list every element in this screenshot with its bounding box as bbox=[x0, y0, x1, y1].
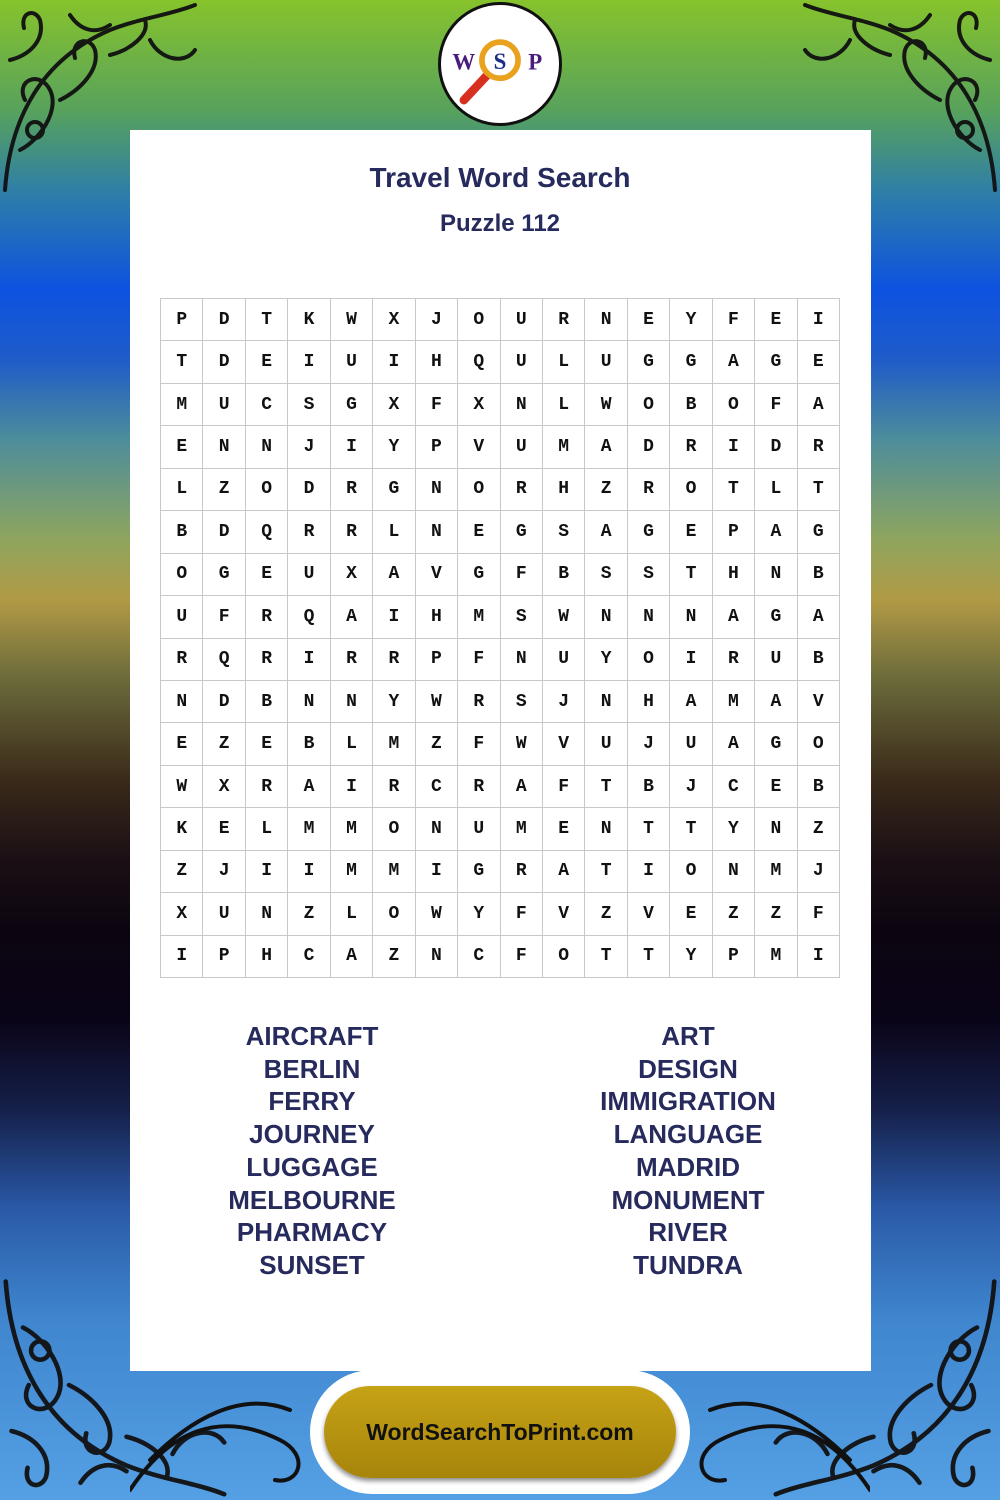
grid-cell[interactable]: N bbox=[203, 426, 245, 468]
grid-cell[interactable]: U bbox=[203, 893, 245, 935]
grid-cell[interactable]: J bbox=[288, 426, 330, 468]
grid-cell[interactable]: I bbox=[628, 851, 670, 893]
grid-cell[interactable]: N bbox=[628, 596, 670, 638]
grid-cell[interactable]: W bbox=[416, 681, 458, 723]
grid-cell[interactable]: N bbox=[161, 681, 203, 723]
grid-cell[interactable]: N bbox=[246, 893, 288, 935]
grid-cell[interactable]: R bbox=[288, 511, 330, 553]
grid-cell[interactable]: I bbox=[161, 936, 203, 978]
grid-cell[interactable]: O bbox=[373, 893, 415, 935]
grid-cell[interactable]: Y bbox=[373, 426, 415, 468]
grid-cell[interactable]: M bbox=[331, 851, 373, 893]
grid-cell[interactable]: U bbox=[501, 341, 543, 383]
grid-cell[interactable]: P bbox=[161, 299, 203, 341]
grid-cell[interactable]: N bbox=[755, 808, 797, 850]
grid-cell[interactable]: T bbox=[798, 469, 840, 511]
grid-cell[interactable]: T bbox=[246, 299, 288, 341]
grid-cell[interactable]: Z bbox=[713, 893, 755, 935]
grid-cell[interactable]: Y bbox=[670, 299, 712, 341]
grid-cell[interactable]: X bbox=[161, 893, 203, 935]
grid-cell[interactable]: G bbox=[458, 554, 500, 596]
grid-cell[interactable]: M bbox=[331, 808, 373, 850]
grid-cell[interactable]: R bbox=[331, 469, 373, 511]
grid-cell[interactable]: R bbox=[373, 639, 415, 681]
grid-cell[interactable]: D bbox=[203, 511, 245, 553]
grid-cell[interactable]: C bbox=[246, 384, 288, 426]
grid-cell[interactable]: D bbox=[755, 426, 797, 468]
grid-cell[interactable]: I bbox=[246, 851, 288, 893]
grid-cell[interactable]: L bbox=[246, 808, 288, 850]
grid-cell[interactable]: C bbox=[458, 936, 500, 978]
grid-cell[interactable]: M bbox=[373, 851, 415, 893]
grid-cell[interactable]: A bbox=[331, 596, 373, 638]
grid-cell[interactable]: X bbox=[373, 384, 415, 426]
grid-cell[interactable]: B bbox=[670, 384, 712, 426]
grid-cell[interactable]: M bbox=[501, 808, 543, 850]
word-item: MADRID bbox=[636, 1151, 740, 1182]
grid-cell[interactable]: J bbox=[670, 766, 712, 808]
grid-cell[interactable]: M bbox=[713, 681, 755, 723]
grid-cell[interactable]: U bbox=[203, 384, 245, 426]
grid-cell[interactable]: E bbox=[246, 723, 288, 765]
grid-cell[interactable]: E bbox=[246, 554, 288, 596]
grid-cell[interactable]: F bbox=[501, 936, 543, 978]
grid-cell[interactable]: U bbox=[755, 639, 797, 681]
grid-cell[interactable]: J bbox=[628, 723, 670, 765]
grid-cell[interactable]: A bbox=[713, 341, 755, 383]
grid-cell[interactable]: Z bbox=[203, 723, 245, 765]
grid-cell[interactable]: U bbox=[585, 723, 627, 765]
grid-cell[interactable]: F bbox=[501, 893, 543, 935]
grid-cell[interactable]: R bbox=[246, 639, 288, 681]
grid-cell[interactable]: V bbox=[798, 681, 840, 723]
word-item: FERRY bbox=[268, 1086, 356, 1117]
grid-cell[interactable]: I bbox=[373, 596, 415, 638]
grid-cell[interactable]: R bbox=[373, 766, 415, 808]
grid-cell[interactable]: F bbox=[203, 596, 245, 638]
grid-cell[interactable]: A bbox=[755, 681, 797, 723]
grid-cell[interactable]: Z bbox=[755, 893, 797, 935]
grid-cell[interactable]: R bbox=[501, 469, 543, 511]
grid-cell[interactable]: U bbox=[288, 554, 330, 596]
grid-cell[interactable]: W bbox=[416, 893, 458, 935]
grid-cell[interactable]: R bbox=[670, 426, 712, 468]
grid-cell[interactable]: A bbox=[798, 596, 840, 638]
grid-cell[interactable]: Z bbox=[585, 469, 627, 511]
grid-cell[interactable]: E bbox=[670, 511, 712, 553]
grid-cell[interactable]: N bbox=[331, 681, 373, 723]
grid-cell[interactable]: W bbox=[543, 596, 585, 638]
grid-cell[interactable]: A bbox=[755, 511, 797, 553]
grid-cell[interactable]: A bbox=[713, 596, 755, 638]
grid-cell[interactable]: X bbox=[203, 766, 245, 808]
grid-cell[interactable]: X bbox=[331, 554, 373, 596]
grid-cell[interactable]: R bbox=[628, 469, 670, 511]
word-item: TUNDRA bbox=[633, 1249, 743, 1280]
grid-cell[interactable]: G bbox=[331, 384, 373, 426]
grid-cell[interactable]: W bbox=[161, 766, 203, 808]
grid-cell[interactable]: K bbox=[288, 299, 330, 341]
grid-cell[interactable]: R bbox=[798, 426, 840, 468]
grid-cell[interactable]: X bbox=[458, 384, 500, 426]
word-item: IMMIGRATION bbox=[600, 1086, 776, 1117]
grid-cell[interactable]: U bbox=[458, 808, 500, 850]
grid-cell[interactable]: J bbox=[543, 681, 585, 723]
grid-cell[interactable]: U bbox=[543, 639, 585, 681]
grid-cell[interactable]: E bbox=[755, 299, 797, 341]
grid-cell[interactable]: O bbox=[628, 639, 670, 681]
grid-cell[interactable]: I bbox=[288, 341, 330, 383]
site-logo[interactable] bbox=[438, 2, 562, 126]
grid-cell[interactable]: Q bbox=[458, 341, 500, 383]
grid-cell[interactable]: O bbox=[246, 469, 288, 511]
grid-cell[interactable]: O bbox=[670, 851, 712, 893]
grid-cell[interactable]: O bbox=[628, 384, 670, 426]
grid-cell[interactable]: B bbox=[798, 766, 840, 808]
grid-cell[interactable]: R bbox=[458, 681, 500, 723]
grid-cell[interactable]: T bbox=[713, 469, 755, 511]
grid-cell[interactable]: W bbox=[501, 723, 543, 765]
grid-cell[interactable]: S bbox=[628, 554, 670, 596]
grid-cell[interactable]: B bbox=[543, 554, 585, 596]
grid-cell[interactable]: O bbox=[373, 808, 415, 850]
grid-cell[interactable]: E bbox=[798, 341, 840, 383]
grid-cell[interactable]: R bbox=[246, 766, 288, 808]
grid-cell[interactable]: Z bbox=[203, 469, 245, 511]
grid-cell[interactable]: F bbox=[501, 554, 543, 596]
logo-magnifier-icon bbox=[441, 5, 559, 123]
grid-cell[interactable]: V bbox=[416, 554, 458, 596]
grid-cell[interactable]: S bbox=[543, 511, 585, 553]
grid-cell[interactable]: J bbox=[203, 851, 245, 893]
puzzle-number: Puzzle 112 bbox=[439, 210, 561, 237]
site-link-label: WordSearchToPrint.com bbox=[366, 1418, 634, 1445]
grid-cell[interactable]: D bbox=[203, 299, 245, 341]
grid-cell[interactable]: G bbox=[203, 554, 245, 596]
grid-cell[interactable]: Y bbox=[670, 936, 712, 978]
word-list-left bbox=[152, 1020, 472, 1282]
word-item: LANGUAGE bbox=[613, 1119, 763, 1150]
grid-cell[interactable]: T bbox=[585, 851, 627, 893]
grid-cell[interactable]: S bbox=[501, 681, 543, 723]
grid-cell[interactable]: U bbox=[161, 596, 203, 638]
grid-cell[interactable]: I bbox=[798, 936, 840, 978]
grid-cell[interactable]: E bbox=[246, 341, 288, 383]
grid-cell[interactable]: B bbox=[798, 554, 840, 596]
grid-cell[interactable]: E bbox=[628, 299, 670, 341]
grid-cell[interactable]: L bbox=[161, 469, 203, 511]
grid-cell[interactable]: Y bbox=[713, 808, 755, 850]
grid-cell[interactable]: O bbox=[713, 384, 755, 426]
grid-cell[interactable]: Z bbox=[288, 893, 330, 935]
grid-cell[interactable]: F bbox=[798, 893, 840, 935]
grid-cell[interactable]: N bbox=[246, 426, 288, 468]
grid-cell[interactable]: A bbox=[501, 766, 543, 808]
grid-cell[interactable]: T bbox=[628, 808, 670, 850]
grid-cell[interactable]: O bbox=[458, 469, 500, 511]
grid-cell[interactable]: Q bbox=[288, 596, 330, 638]
grid-cell[interactable]: R bbox=[331, 639, 373, 681]
grid-cell[interactable]: H bbox=[246, 936, 288, 978]
word-item: MONUMENT bbox=[611, 1184, 765, 1215]
grid-cell[interactable]: U bbox=[501, 426, 543, 468]
grid-cell[interactable]: N bbox=[416, 936, 458, 978]
word-item: LUGGAGE bbox=[246, 1151, 378, 1182]
grid-cell[interactable]: R bbox=[161, 639, 203, 681]
grid-cell[interactable]: S bbox=[288, 384, 330, 426]
grid-cell[interactable]: H bbox=[416, 596, 458, 638]
grid-cell[interactable]: A bbox=[585, 511, 627, 553]
grid-cell[interactable]: U bbox=[501, 299, 543, 341]
grid-cell[interactable]: L bbox=[755, 469, 797, 511]
grid-cell[interactable]: Y bbox=[373, 681, 415, 723]
grid-cell[interactable]: N bbox=[755, 554, 797, 596]
grid-cell[interactable]: B bbox=[288, 723, 330, 765]
grid-cell[interactable]: E bbox=[161, 426, 203, 468]
grid-cell[interactable]: N bbox=[501, 384, 543, 426]
grid-cell[interactable]: A bbox=[585, 426, 627, 468]
grid-cell[interactable]: P bbox=[203, 936, 245, 978]
word-item: RIVER bbox=[648, 1217, 728, 1248]
grid-cell[interactable]: S bbox=[585, 554, 627, 596]
grid-cell[interactable]: P bbox=[416, 639, 458, 681]
logo-letter-w: W bbox=[452, 49, 476, 75]
grid-cell[interactable]: L bbox=[331, 723, 373, 765]
word-item: ART bbox=[661, 1021, 715, 1051]
grid-cell[interactable]: K bbox=[161, 808, 203, 850]
grid-cell[interactable]: T bbox=[670, 554, 712, 596]
grid-cell[interactable]: F bbox=[755, 384, 797, 426]
grid-cell[interactable]: M bbox=[543, 426, 585, 468]
grid-cell[interactable]: P bbox=[713, 511, 755, 553]
grid-cell[interactable]: Z bbox=[798, 808, 840, 850]
grid-cell[interactable]: U bbox=[670, 723, 712, 765]
word-item: BERLIN bbox=[263, 1053, 361, 1084]
grid-cell[interactable]: A bbox=[670, 681, 712, 723]
grid-cell[interactable]: R bbox=[331, 511, 373, 553]
grid-cell[interactable]: I bbox=[288, 851, 330, 893]
grid-cell[interactable]: J bbox=[416, 299, 458, 341]
word-item: DESIGN bbox=[638, 1053, 738, 1084]
grid-cell[interactable]: E bbox=[543, 808, 585, 850]
grid-cell[interactable]: G bbox=[755, 723, 797, 765]
grid-cell[interactable]: D bbox=[203, 341, 245, 383]
grid-cell[interactable]: D bbox=[203, 681, 245, 723]
grid-cell[interactable]: G bbox=[755, 341, 797, 383]
grid-cell[interactable]: A bbox=[713, 723, 755, 765]
grid-cell[interactable]: G bbox=[628, 511, 670, 553]
grid-cell[interactable]: N bbox=[501, 639, 543, 681]
grid-cell[interactable]: I bbox=[416, 851, 458, 893]
grid-cell[interactable]: O bbox=[161, 554, 203, 596]
logo-letter-p: P bbox=[528, 49, 543, 75]
grid-cell[interactable]: V bbox=[458, 426, 500, 468]
grid-cell[interactable]: N bbox=[416, 808, 458, 850]
grid-cell[interactable]: E bbox=[161, 723, 203, 765]
grid-cell[interactable]: R bbox=[246, 596, 288, 638]
grid-cell[interactable]: T bbox=[585, 936, 627, 978]
letter-grid[interactable] bbox=[160, 298, 840, 978]
grid-cell[interactable]: Y bbox=[458, 893, 500, 935]
grid-cell[interactable]: C bbox=[416, 766, 458, 808]
grid-cell[interactable]: I bbox=[713, 426, 755, 468]
grid-cell[interactable]: N bbox=[416, 469, 458, 511]
grid-cell[interactable]: P bbox=[416, 426, 458, 468]
grid-cell[interactable]: F bbox=[416, 384, 458, 426]
grid-cell[interactable]: G bbox=[670, 341, 712, 383]
grid-cell[interactable]: Z bbox=[373, 936, 415, 978]
grid-cell[interactable]: O bbox=[458, 299, 500, 341]
grid-cell[interactable]: I bbox=[331, 766, 373, 808]
grid-cell[interactable]: P bbox=[713, 936, 755, 978]
grid-cell[interactable]: G bbox=[373, 469, 415, 511]
grid-cell[interactable]: X bbox=[373, 299, 415, 341]
grid-cell[interactable]: O bbox=[798, 723, 840, 765]
grid-cell[interactable]: A bbox=[798, 384, 840, 426]
grid-cell[interactable]: R bbox=[458, 766, 500, 808]
grid-cell[interactable]: R bbox=[501, 851, 543, 893]
grid-cell[interactable]: R bbox=[713, 639, 755, 681]
grid-cell[interactable]: N bbox=[670, 596, 712, 638]
grid-cell[interactable]: Q bbox=[203, 639, 245, 681]
grid-cell[interactable]: F bbox=[543, 766, 585, 808]
word-item: MELBOURNE bbox=[228, 1184, 396, 1215]
word-item: PHARMACY bbox=[236, 1217, 388, 1248]
page-title: Travel Word Search bbox=[369, 162, 631, 193]
grid-cell[interactable]: M bbox=[755, 851, 797, 893]
grid-cell[interactable]: C bbox=[713, 766, 755, 808]
grid-cell[interactable]: V bbox=[543, 893, 585, 935]
grid-cell[interactable]: I bbox=[288, 639, 330, 681]
logo-letter-s: S bbox=[493, 48, 507, 74]
grid-cell[interactable]: N bbox=[585, 299, 627, 341]
grid-cell[interactable]: N bbox=[585, 808, 627, 850]
grid-cell[interactable]: R bbox=[543, 299, 585, 341]
grid-cell[interactable]: Z bbox=[585, 893, 627, 935]
grid-cell[interactable]: H bbox=[713, 554, 755, 596]
grid-cell[interactable]: G bbox=[501, 511, 543, 553]
grid-cell[interactable]: Q bbox=[246, 511, 288, 553]
grid-cell[interactable]: D bbox=[628, 426, 670, 468]
grid-cell[interactable]: A bbox=[288, 766, 330, 808]
grid-cell[interactable]: L bbox=[373, 511, 415, 553]
grid-cell[interactable]: A bbox=[543, 851, 585, 893]
grid-cell[interactable]: M bbox=[373, 723, 415, 765]
grid-cell[interactable]: I bbox=[798, 299, 840, 341]
grid-cell[interactable]: O bbox=[670, 469, 712, 511]
grid-cell[interactable]: G bbox=[458, 851, 500, 893]
grid-cell[interactable]: M bbox=[458, 596, 500, 638]
grid-cell[interactable]: N bbox=[585, 596, 627, 638]
grid-cell[interactable]: I bbox=[670, 639, 712, 681]
grid-cell[interactable]: B bbox=[246, 681, 288, 723]
grid-cell[interactable]: U bbox=[585, 341, 627, 383]
grid-cell[interactable]: F bbox=[458, 723, 500, 765]
grid-cell[interactable]: B bbox=[628, 766, 670, 808]
grid-cell[interactable]: D bbox=[288, 469, 330, 511]
grid-cell[interactable]: H bbox=[543, 469, 585, 511]
grid-cell[interactable]: N bbox=[288, 681, 330, 723]
grid-cell[interactable]: C bbox=[288, 936, 330, 978]
grid-cell[interactable]: F bbox=[458, 639, 500, 681]
grid-cell[interactable]: T bbox=[628, 936, 670, 978]
grid-cell[interactable]: G bbox=[798, 511, 840, 553]
grid-cell[interactable]: S bbox=[501, 596, 543, 638]
grid-cell[interactable]: E bbox=[755, 766, 797, 808]
grid-cell[interactable]: A bbox=[331, 936, 373, 978]
grid-cell[interactable]: M bbox=[755, 936, 797, 978]
grid-cell[interactable]: H bbox=[416, 341, 458, 383]
grid-cell[interactable]: N bbox=[585, 681, 627, 723]
grid-cell[interactable]: I bbox=[331, 426, 373, 468]
grid-cell[interactable]: Y bbox=[585, 639, 627, 681]
grid-cell[interactable]: L bbox=[543, 384, 585, 426]
word-item: AIRCRAFT bbox=[245, 1021, 379, 1051]
site-link-button[interactable] bbox=[324, 1386, 676, 1478]
grid-cell[interactable]: V bbox=[543, 723, 585, 765]
grid-cell[interactable]: J bbox=[798, 851, 840, 893]
grid-cell[interactable]: T bbox=[670, 808, 712, 850]
grid-cell[interactable]: W bbox=[331, 299, 373, 341]
grid-cell[interactable]: H bbox=[628, 681, 670, 723]
grid-cell[interactable]: I bbox=[373, 341, 415, 383]
grid-cell[interactable]: Z bbox=[416, 723, 458, 765]
grid-cell[interactable]: U bbox=[331, 341, 373, 383]
grid-cell[interactable]: B bbox=[798, 639, 840, 681]
grid-cell[interactable]: G bbox=[755, 596, 797, 638]
grid-cell[interactable]: E bbox=[670, 893, 712, 935]
word-item: JOURNEY bbox=[249, 1119, 375, 1150]
grid-cell[interactable]: M bbox=[161, 384, 203, 426]
grid-cell[interactable]: B bbox=[161, 511, 203, 553]
grid-cell[interactable]: F bbox=[713, 299, 755, 341]
grid-cell[interactable]: G bbox=[628, 341, 670, 383]
grid-cell[interactable]: W bbox=[585, 384, 627, 426]
grid-cell[interactable]: Z bbox=[161, 851, 203, 893]
grid-cell[interactable]: T bbox=[585, 766, 627, 808]
grid-cell[interactable]: E bbox=[203, 808, 245, 850]
grid-cell[interactable]: O bbox=[543, 936, 585, 978]
grid-cell[interactable]: N bbox=[416, 511, 458, 553]
grid-cell[interactable]: V bbox=[628, 893, 670, 935]
word-list-right bbox=[528, 1020, 848, 1282]
grid-cell[interactable]: L bbox=[331, 893, 373, 935]
grid-cell[interactable]: A bbox=[373, 554, 415, 596]
grid-cell[interactable]: M bbox=[288, 808, 330, 850]
grid-cell[interactable]: E bbox=[458, 511, 500, 553]
grid-cell[interactable]: T bbox=[161, 341, 203, 383]
word-item: SUNSET bbox=[259, 1249, 365, 1280]
grid-cell[interactable]: N bbox=[713, 851, 755, 893]
grid-cell[interactable]: L bbox=[543, 341, 585, 383]
